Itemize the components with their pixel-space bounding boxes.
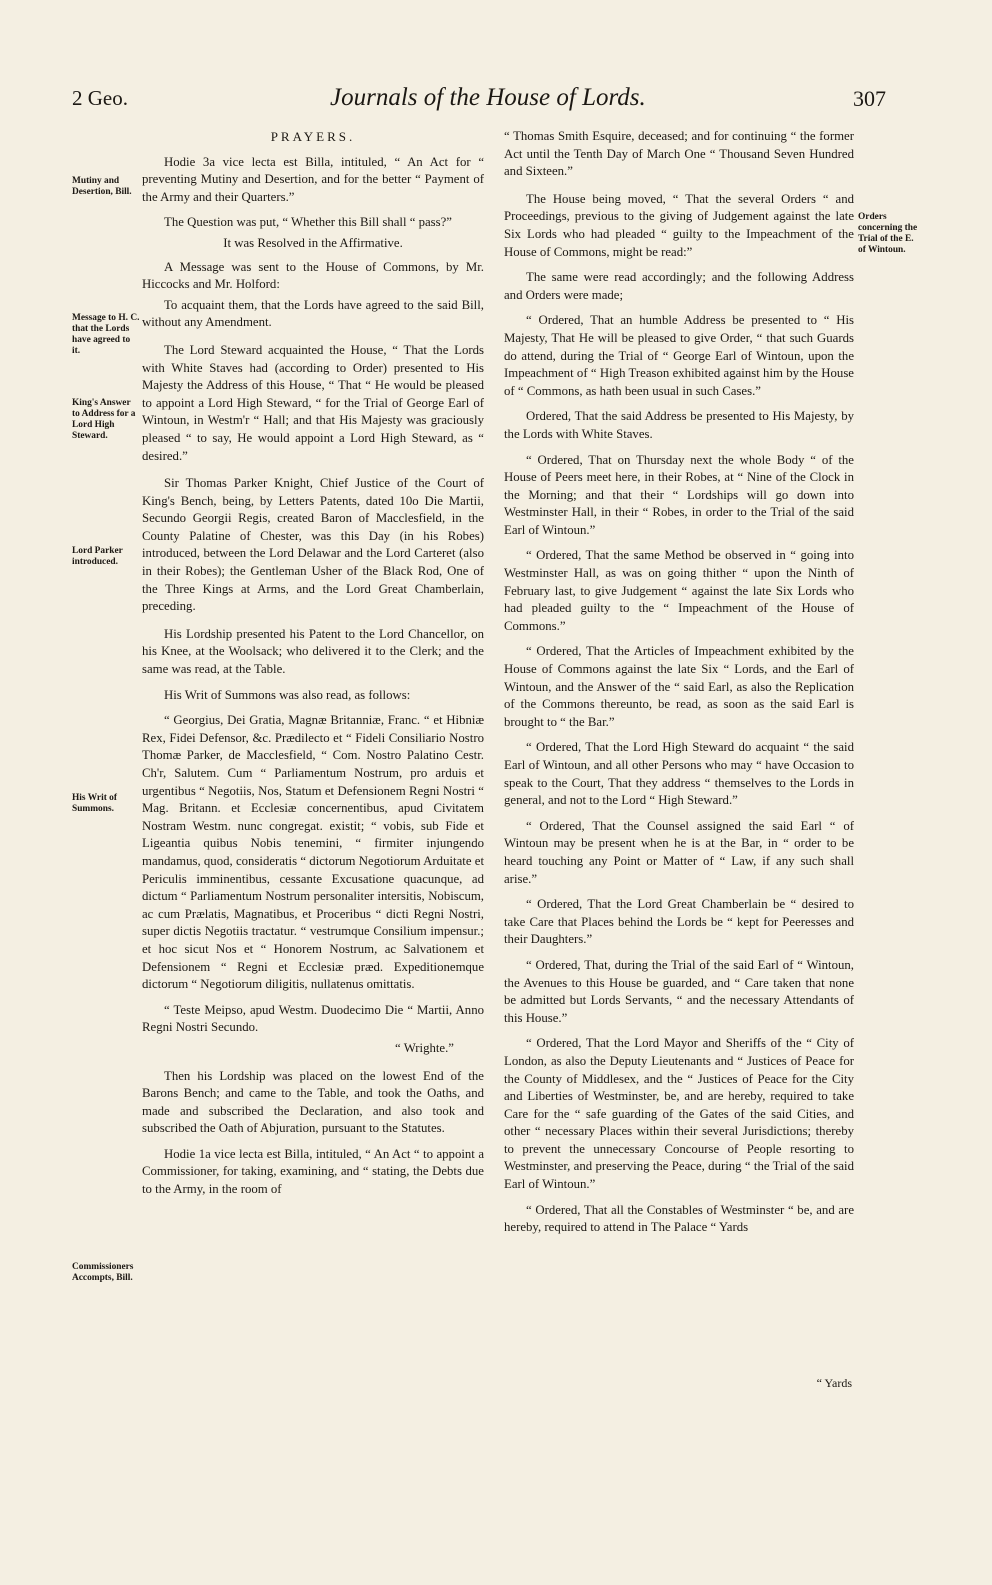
right-column bbox=[504, 128, 854, 1245]
commissioners-bill-paragraph: Hodie 1a vice lecta est Billa, intituled, “ An Act “ to appoint a Commissioner, for taking, examining, and “ stating, the Debts due to the Army, in the room of bbox=[142, 1146, 484, 1197]
lord-steward-paragraph: The Lord Steward acquainted the House, “ That the Lords with White Staves had (according to Order) presented to His Majesty the Address of this House, “ That “ He would be pleased to appoint a Lord High Steward, “ for the Trial of George Earl of Wintoun, in Westm'r “ Hall; and that His Majesty was graciously pleased “ to say, He would appoint a Lord High Steward, as “ desired.” bbox=[142, 342, 484, 463]
teste-line: “ Teste Meipso, apud Westm. Duodecimo Die “ Martii, Anno Regni Nostri Secundo. bbox=[142, 1002, 484, 1035]
writ-text: “ Georgius, Dei Gratia, Magnæ Britanniæ, Franc. “ et Hibniæ Rex, Fidei Defensor, &c. Prædilecto et “ Fideli Consiliario Nostro Thomæ Parker, de Macclesfield, “ Com. Nostro Palatino Cestr. Ch'r, Salutem. Cum “ Parliamentum Nostrum, pro arduis et urgentibus “ Negotiis, Nos, Statum et Defensionem Regni Nostri “ Mag. Britann. et Ecclesiæ concernentibus, apud Civitatem Nostram Westm. nunc congregat. existit; “ vobis, sub Fide et Ligeantia quibus Nobis tenemini, “ firmiter injungendo mandamus, quod, consideratis “ dictorum Negotiorum Arduitate et Periculis imminentibus, cessante Excusatione quacunque, ad dictum “ Parliamentum Nostrum personaliter intersitis, Nobiscum, ac cum Prælatis, Magnatibus, et Proceribus “ dicti Regni Nostri, super dictis Negotiis tractatur. “ vestrumque Consilium impensur.; et hoc sicut Nos et “ Honorem Nostrum, ac Salvationem et Defensionem “ Regni et Ecclesiæ præd. Expeditionemque dictorum “ Negotiorum diligitis, nullatenus omittatis. bbox=[142, 713, 484, 992]
order-counsel: “ Ordered, That the Counsel assigned the said Earl “ of Wintoun may be present when he is at the Bar, in “ order to be heard touching any Point or Matter of “ Law, if any such shall arise.” bbox=[504, 818, 854, 886]
patent-paragraph: His Lordship presented his Patent to the Lord Chancellor, on his Knee, at the Woolsack; who delivered it to the Clerk; and the same was read, at the Table. bbox=[142, 626, 484, 677]
margin-note-parker: Lord Parker introduced. bbox=[72, 546, 123, 567]
margin-note-commissioners: Commissioners Accompts, Bill. bbox=[72, 1262, 134, 1283]
order-constables: “ Ordered, That all the Constables of Westminster “ be, and are hereby, required to attend in The Palace “ Yards bbox=[504, 1202, 854, 1235]
order-address-presented: Ordered, That the said Address be presented to His Majesty, by the Lords with White Staves. bbox=[504, 409, 854, 441]
margin-note-mutiny: Mutiny and Desertion, Bill. bbox=[72, 176, 132, 197]
margin-note-writ: His Writ of Summons. bbox=[72, 793, 117, 814]
act-continuation: “ Thomas Smith Esquire, deceased; and for continuing “ the former Act until the Tenth Day of March One “ Thousand Seven Hundred and Sixteen.” bbox=[504, 129, 854, 179]
mutiny-bill-paragraph: Hodie 3a vice lecta est Billa, intituled, “ An Act for “ preventing Mutiny and Desertion, and for the better “ Payment of the Army and their Quarters.” bbox=[142, 154, 484, 204]
message-paragraph: A Message was sent to the House of Commons, by Mr. Hiccocks and Mr. Holford: bbox=[142, 259, 484, 292]
regnal-year: 2 Geo. bbox=[72, 86, 128, 110]
page-number: 307 bbox=[853, 86, 886, 111]
order-same-method: “ Ordered, That the same Method be observed in “ going into Westminster Hall, as was on going thither “ upon the Ninth of February last, to give Judgement “ against the late Six Lords who had pleaded guilty to the “ Impeachment of the House of Commons.” bbox=[504, 548, 854, 633]
order-articles: “ Ordered, That the Articles of Impeachment exhibited by the House of Commons against the late Six “ Lords, and the Earl of Wintoun, and the Answer of the “ said Earl, as also the Replication of the Commons thereunto, be read, as soon as the said Earl is brought to “ the Bar.” bbox=[504, 644, 854, 729]
order-chamberlain: “ Ordered, That the Lord Great Chamberlain be “ desired to take Care that Places behind the Lords be “ kept for Peeresses and their Daughters.” bbox=[504, 897, 854, 947]
margin-note-kings-answer: King's Answer to Address for a Lord High Steward. bbox=[72, 398, 136, 441]
acquaint-paragraph: To acquaint them, that the Lords have agreed to the said Bill, without any Amendment. bbox=[142, 297, 484, 330]
page-header bbox=[0, 86, 992, 126]
catchword: “ Yards bbox=[816, 1376, 852, 1390]
prayers-heading: PRAYERS. bbox=[270, 129, 356, 144]
parker-paragraph: Sir Thomas Parker Knight, Chief Justice of the Court of King's Bench, being, by Letters Patents, dated 10o Die Martii, Secundo Georgii Regis, created Baron of Macclesfield, in the County Palatine of Chester, was this Day (in his Robes) introduced, between the Lord Delawar and the Lord Carteret (also in their Robes); the Gentleman Usher of the Black Rod, One of the Three Kings at Arms, and the Lord Great Chamberlain, preceding. bbox=[142, 476, 484, 614]
margin-note-message: Message to H. C. that the Lords have agreed to it. bbox=[72, 313, 140, 356]
order-lord-high-steward: “ Ordered, That the Lord High Steward do acquaint “ the said Earl of Wintoun, and all other Persons who may “ have Occasion to speak to the Court, That they address “ themselves to the Lords in general, and not to the Lord “ High Steward.” bbox=[504, 740, 854, 808]
address-made-paragraph: The same were read accordingly; and the following Address and Orders were made; bbox=[504, 270, 854, 302]
order-thursday: “ Ordered, That on Thursday next the whole Body “ of the House of Peers meet here, in their Robes, at “ Nine of the Clock in the Morning; and that their “ Lordships will go down into Westminster Hall, in their “ Robes, in order to the Trial of the said Earl of Wintoun.” bbox=[504, 452, 854, 537]
oaths-paragraph: Then his Lordship was placed on the lowest End of the Barons Bench; and came to the Table, and took the Oaths, and made and subscribed the Declaration, and also took and subscribed the Oath of Abjuration, pursuant to the Statutes. bbox=[142, 1068, 484, 1136]
resolved-line: It was Resolved in the Affirmative. bbox=[223, 235, 403, 250]
signature-wrighte: “ Wrighte.” bbox=[395, 1040, 454, 1055]
writ-intro: His Writ of Summons was also read, as follows: bbox=[164, 687, 411, 702]
margin-note-orders: Orders concerning the Trial of the E. of Wintoun. bbox=[858, 212, 918, 255]
left-column bbox=[142, 128, 484, 1207]
order-guards: “ Ordered, That an humble Address be presented to “ His Majesty, That He will be pleased to give Order, “ that such Guards do attend, during the Trial of “ George Earl of Wintoun, upon the Impeachment of “ High Treason exhibited against him by the House of “ Commons, as hath been usual in such Cases.” bbox=[504, 313, 854, 398]
order-avenues: “ Ordered, That, during the Trial of the said Earl of “ Wintoun, the Avenues to this House be guarded, and “ Care taken that none be admitted but Lords Servants, “ and the necessary Attendants of this House.” bbox=[504, 957, 854, 1025]
question-paragraph: The Question was put, “ Whether this Bill shall “ pass?” bbox=[164, 215, 452, 230]
running-title: Journals of the House of Lords. bbox=[330, 84, 646, 111]
house-moved-paragraph: The House being moved, “ That the several Orders “ and Proceedings, previous to the giving of Judgement against the late Six Lords who had pleaded “ guilty to the Impeachment of the House of Commons, might be read:” bbox=[504, 191, 854, 259]
order-lord-mayor: “ Ordered, That the Lord Mayor and Sheriffs of the “ City of London, as also the Deputy Lieutenants and “ Justices of Peace for the County of Middlesex, and the “ Justices of Peace for the City and Liberties of Westminster, be, and are hereby, required to take Care for the “ safe guarding of the Gates of the said Cities, and other “ necessary Places within their several Jurisdictions; thereby to prevent the unnecessary Concourse of People resorting to Westminster, and preserving the Peace, during “ the Trial of the said Earl of Wintoun.” bbox=[504, 1036, 854, 1192]
